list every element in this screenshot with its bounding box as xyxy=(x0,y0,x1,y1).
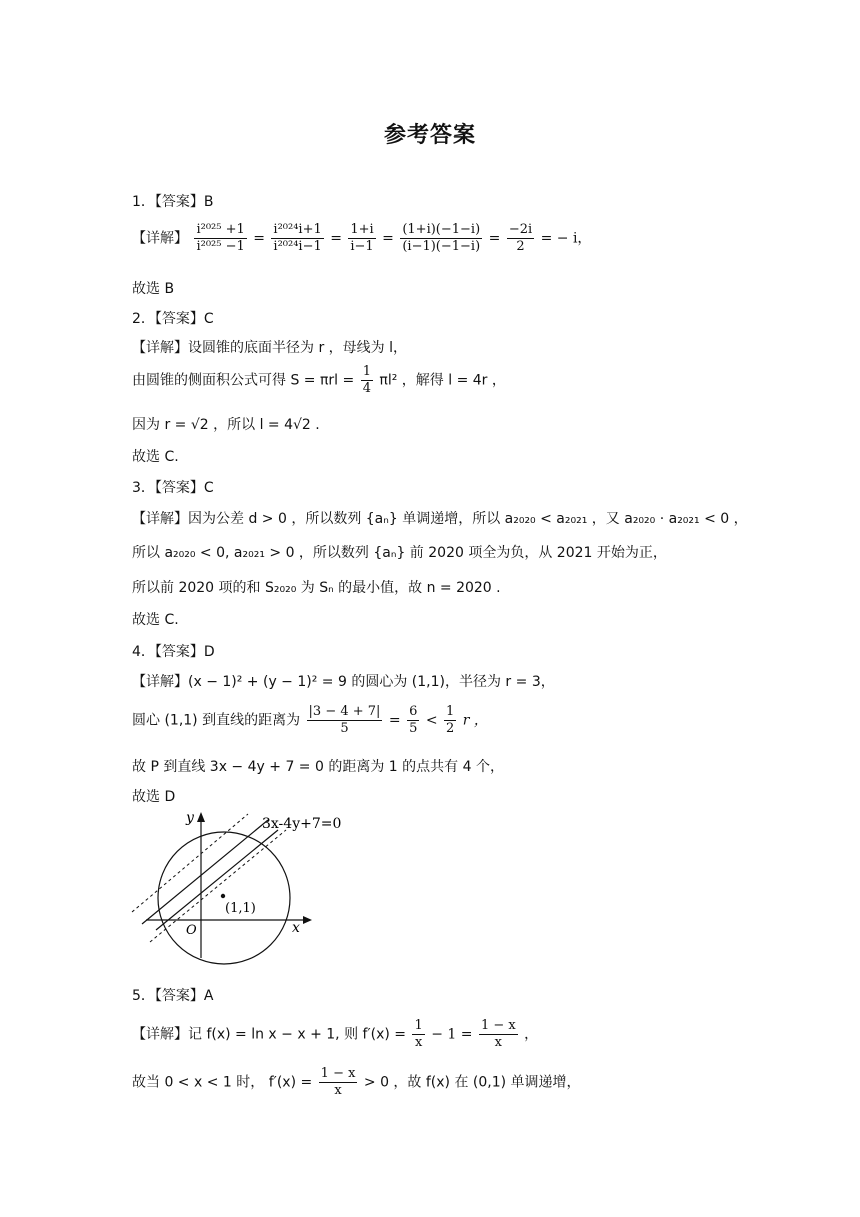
q5-frac3-num: 1 − x xyxy=(320,1066,356,1081)
q1-frac1-num: i²⁰²⁵ +1 xyxy=(196,222,245,237)
dashed-line-lower xyxy=(150,830,286,942)
q4-frac1-num: |3 − 4 + 7| xyxy=(308,704,381,719)
q1-frac3-num: 1+i xyxy=(350,222,374,237)
q1-frac1-den: i²⁰²⁵ −1 xyxy=(196,239,245,254)
q5-frac1-num: 1 xyxy=(414,1018,423,1033)
q5-frac3 xyxy=(319,1066,358,1099)
q5-frac1-den: x xyxy=(414,1035,423,1050)
q4-frac3-num: 1 xyxy=(446,704,455,719)
q2-line1: 【详解】设圆锥的底面半径为 r ，母线为 l， xyxy=(132,340,407,356)
q5-frac2-den: x xyxy=(494,1035,502,1050)
q4-frac1-den: 5 xyxy=(340,721,349,736)
q5-line2-post: > 0 ，故 f(x) 在 (0,1) 单调递增， xyxy=(363,1074,581,1091)
q2-conclusion: 故选 C. xyxy=(132,449,179,465)
q1-detail: 【详解】 $\frac{\text{i²⁰²⁵ +1}}{\text{i²⁰²⁵ −1}}$ = $\frac{\text{i²⁰²⁴i+1}}{\text{i²⁰²⁴i−1}}$ = $\frac{1+i}{i-1}$ = $\frac{(1+i)(-1-i)}{(i-1)(-1-i)}$ = $\frac{-2i}{2}$ = − i， xyxy=(132,222,592,254)
q4-frac2 xyxy=(407,704,419,737)
q2-answer: 2．【答案】C xyxy=(132,311,214,327)
q1-frac2 xyxy=(271,222,323,255)
q4-line2-eq: = xyxy=(388,712,401,729)
q4-line2 xyxy=(132,704,488,737)
q1-conclusion: 故选 B xyxy=(132,281,175,297)
q2-line2-post: πl² ，解得 l = 4r ， xyxy=(379,372,506,389)
q1-frac4-den: (i−1)(−1−i) xyxy=(402,239,481,254)
q4-line3: 故 P 到直线 3x − 4y + 7 = 0 的距离为 1 的点共有 4 个， xyxy=(132,759,504,775)
q4-line1: 【详解】(x − 1)² + (y − 1)² = 9 的圆心为 (1,1)，半径为 r = 3， xyxy=(132,674,555,690)
q1-frac5-den: 2 xyxy=(516,239,525,254)
q4-line2-lt: < xyxy=(425,712,438,729)
center-label: (1,1) xyxy=(225,901,256,916)
q5-line2 xyxy=(132,1066,581,1099)
q3-answer: 3．【答案】C xyxy=(132,480,214,496)
q5-line1-pre: 【详解】记 f(x) = ln x − x + 1, 则 f′(x) = xyxy=(132,1026,407,1043)
q1-result: = − i， xyxy=(540,230,592,247)
q4-answer: 4．【答案】D xyxy=(132,644,215,660)
q5-frac1 xyxy=(412,1018,424,1051)
q1-frac3 xyxy=(348,222,375,255)
dashed-line-upper xyxy=(132,814,248,912)
q5-frac2 xyxy=(479,1018,518,1051)
q5-frac3-den: x xyxy=(334,1083,342,1098)
q1-frac3-den: i−1 xyxy=(350,239,374,254)
q4-frac3 xyxy=(444,704,456,737)
q2-line2 xyxy=(132,364,506,397)
q3-line1: 【详解】因为公差 d > 0 ，所以数列 {aₙ} 单调递增，所以 a₂₀₂₀ < a₂₀₂₁ ，又 a₂₀₂₀ · a₂₀₂₁ < 0 ， xyxy=(132,511,748,527)
q3-conclusion: 故选 C. xyxy=(132,612,179,628)
q3-line2: 所以 a₂₀₂₀ < 0, a₂₀₂₁ > 0 ，所以数列 {aₙ} 前 2020 项全为负，从 2021 开始为正， xyxy=(132,545,667,561)
q1-answer: 1．【答案】B xyxy=(132,194,214,210)
q1-frac4 xyxy=(400,222,482,255)
origin-label: O xyxy=(186,923,197,938)
line-equation-label: 3x-4y+7=0 xyxy=(262,816,342,832)
solid-line-second xyxy=(156,830,278,930)
center-point xyxy=(221,894,225,898)
q4-line2-post: r ， xyxy=(462,712,488,729)
q1-frac5-num: −2i xyxy=(508,222,533,237)
q2-line2-pre: 由圆锥的侧面积公式可得 S = πrl = xyxy=(132,372,355,389)
circle xyxy=(158,832,290,964)
q2-line3: 因为 r = √2 ，所以 l = 4√2 . xyxy=(132,417,320,433)
q1-frac2-num: i²⁰²⁴i+1 xyxy=(273,222,322,237)
q1-frac1 xyxy=(194,222,246,255)
y-axis-label: y xyxy=(186,810,194,826)
q4-conclusion: 故选 D xyxy=(132,789,176,805)
q5-line1-mid: − 1 = xyxy=(431,1026,473,1043)
circle-lines-figure xyxy=(128,808,348,973)
q3-line3: 所以前 2020 项的和 S₂₀₂₀ 为 Sₙ 的最小值，故 n = 2020 . xyxy=(132,580,501,596)
q2-frac xyxy=(361,364,373,397)
q1-detail-label: 【详解】 xyxy=(132,230,188,247)
q1-frac2-den: i²⁰²⁴i−1 xyxy=(273,239,322,254)
q1-frac5 xyxy=(507,222,534,255)
page-title: 参考答案 xyxy=(383,123,476,148)
y-axis-arrow xyxy=(197,812,205,822)
x-axis-arrow xyxy=(303,916,312,924)
q5-answer: 5．【答案】A xyxy=(132,988,214,1004)
q2-frac-den: 4 xyxy=(362,381,371,396)
q1-frac4-num: (1+i)(−1−i) xyxy=(402,222,481,237)
q4-frac1 xyxy=(307,704,383,737)
q5-frac2-num: 1 − x xyxy=(480,1018,516,1033)
x-axis-label: x xyxy=(292,920,300,936)
q4-frac3-den: 2 xyxy=(446,721,455,736)
q4-line2-pre: 圆心 (1,1) 到直线的距离为 xyxy=(132,712,301,729)
q2-frac-num: 1 xyxy=(362,364,371,379)
q5-line2-pre: 故当 0 < x < 1 时， f′(x) = xyxy=(132,1074,313,1091)
q5-line1-post: ， xyxy=(524,1026,539,1043)
q4-frac2-den: 5 xyxy=(409,721,418,736)
q4-frac2-num: 6 xyxy=(409,704,418,719)
q5-line1 xyxy=(132,1018,538,1051)
